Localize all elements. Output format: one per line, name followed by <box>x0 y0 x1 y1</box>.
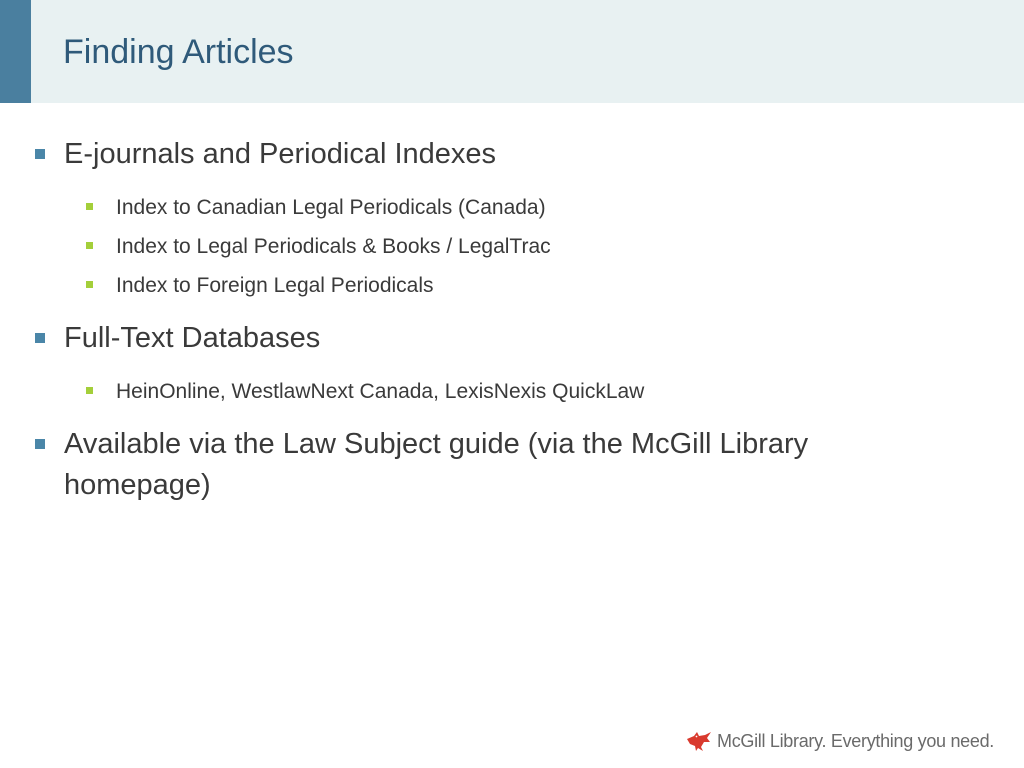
footer-tagline: McGill Library. Everything you need. <box>717 730 994 751</box>
bullet-full-text-databases <box>64 318 924 359</box>
square-bullet-icon <box>35 439 45 449</box>
bullet-text: Full-Text Databases <box>64 322 321 354</box>
header-accent-bar <box>0 0 31 103</box>
slide-title: Finding Articles <box>63 33 294 71</box>
bullet-text: E-journals and Periodical Indexes <box>64 138 497 170</box>
subbullet-legal-periodicals-books <box>116 232 916 262</box>
square-bullet-icon <box>35 333 45 343</box>
bullet-text: Available via the Law Subject guide (via the McGill Library homepage) <box>64 428 809 501</box>
bullet-law-subject-guide <box>64 424 884 506</box>
subbullet-databases-list <box>116 377 916 407</box>
subbullet-text: Index to Legal Periodicals & Books / LegalTrac <box>116 235 551 258</box>
square-bullet-icon <box>86 242 93 249</box>
bullet-e-journals <box>64 134 924 175</box>
martlet-bird-icon <box>685 730 713 752</box>
square-bullet-icon <box>35 149 45 159</box>
square-bullet-icon <box>86 387 93 394</box>
footer-logo <box>685 728 994 754</box>
subbullet-canadian-legal-periodicals <box>116 193 916 223</box>
square-bullet-icon <box>86 281 93 288</box>
square-bullet-icon <box>86 203 93 210</box>
subbullet-text: Index to Canadian Legal Periodicals (Canada) <box>116 196 546 219</box>
subbullet-foreign-legal-periodicals <box>116 271 916 301</box>
subbullet-text: HeinOnline, WestlawNext Canada, LexisNexis QuickLaw <box>116 380 645 403</box>
subbullet-text: Index to Foreign Legal Periodicals <box>116 274 434 297</box>
